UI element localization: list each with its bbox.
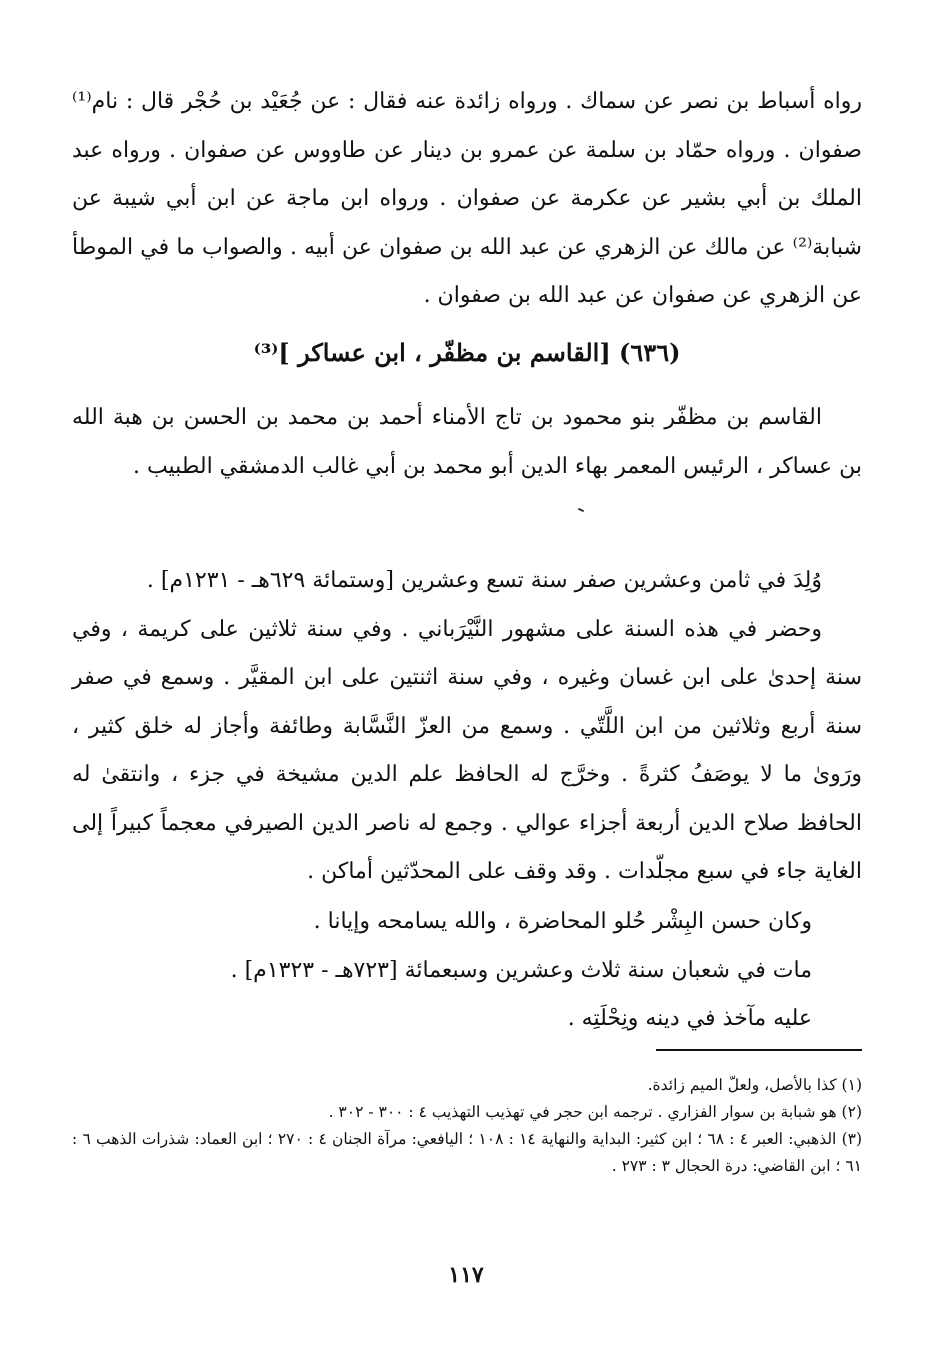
death-line: مات في شعبان سنة ثلاث وعشرين وسبعمائة [٧٢٣هـ - ١٣٢٣م] . xyxy=(230,957,812,983)
footnotes xyxy=(72,1072,862,1180)
footnote-2: (٢) هو شبابة بن سوار الفزاري . ترجمه ابن حجر في تهذيب التهذيب ٤ : ٣٠٠ - ٣٠٢ . xyxy=(328,1103,862,1121)
remark-line: عليه مآخذ في دينه ونِحْلَتِه . xyxy=(567,1006,812,1031)
closing-section xyxy=(72,898,862,1044)
study-paragraph: وحضر في هذه السنة على مشهور النَّيْرَباني . وفي سنة ثلاثين على كريمة ، وفي سنة إحدىٰ على ابن غسان وغيره ، وفي سنة اثنتين على ابن المقيَّر . وسمع في صفر سنة أربع وثلاثين من ابن اللَّتّي . وسمع من العزّ النَّسَّابة وطائفة وأجاز له خلق كثير ، ورَوىٰ ما لا يوصَفُ كثرةً . وخرَّج له الحافظ علم الدين مشيخة في جزء ، وانتقىٰ له الحافظ صلاح الدين أربعة أجزاء عوالي . وجمع له ناصر الدين الصيرفي معجماً كبيراً إلى الغاية جاء في سبع مجلّدات . وقد وقف على المحدّثين أماكن . xyxy=(72,616,862,884)
birth-line: وُلِدَ في ثامن وعشرين صفر سنة تسع وعشرين [وستمائة ٦٢٩هـ - ١٢٣١م] . xyxy=(146,568,822,593)
scan-speck xyxy=(578,508,584,512)
footnote-separator xyxy=(656,1049,862,1051)
events-section xyxy=(72,557,862,897)
intro-paragraph: رواه أسباط بن نصر عن سماك . ورواه زائدة عنه فقال : عن جُعَيْد بن حُجْر قال : نام⁽¹⁾ صفوان . ورواه حمّاد بن سلمة عن عمرو بن دينار عن طاووس عن صفوان . ورواه عبد الملك بن أبي بشير عن عكرمة عن صفوان . ورواه ابن ماجة عن ابن أبي شيبة عن شبابة⁽²⁾ عن مالك عن الزهري عن عبد الله بن صفوان عن أبيه . والصواب ما في الموطأ عن الزهري عن صفوان عن عبد الله بن صفوان . xyxy=(72,89,862,308)
biography-paragraph: القاسم بن مظفّر بنو محمود بن تاج الأمناء أحمد بن محمد بن الحسن بن هبة الله بن عساكر ، الرئيس المعمر بهاء الدين أبو محمد بن أبي غالب الدمشقي الطبيب . xyxy=(72,405,862,479)
entry-heading: (٦٣٦) [القاسم بن مظفّر ، ابن عساكر ]⁽³⁾ xyxy=(253,338,681,367)
footnote-3: (٣) الذهبي: العبر ٤ : ٦٨ ؛ ابن كثير: البداية والنهاية ١٤ : ١٠٨ ؛ اليافعي: مرآة الجنان ٤ : ٢٧٠ ؛ ابن العماد: شذرات الذهب ٦ : ٦١ ؛ ابن القاضي: درة الحجال ٣ : ٢٧٣ . xyxy=(72,1130,863,1175)
footnote-1: (١) كذا بالأصل، ولعلّ الميم زائدة. xyxy=(647,1076,862,1094)
page-number: ١١٧ xyxy=(448,1262,484,1288)
character-line: وكان حسن البِشْر حُلو المحاضرة ، والله يسامحه وإيانا . xyxy=(313,909,812,934)
